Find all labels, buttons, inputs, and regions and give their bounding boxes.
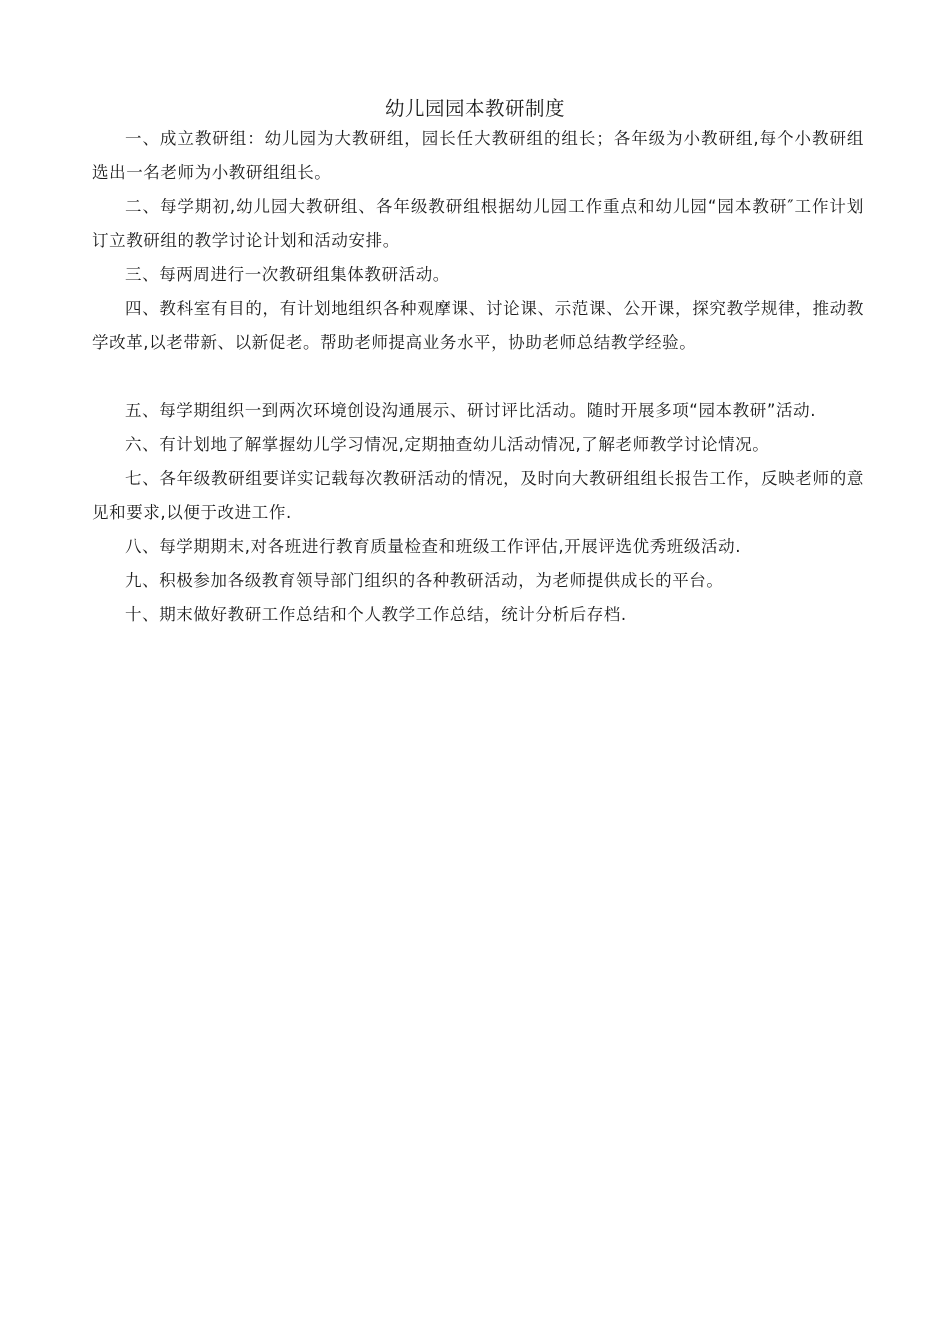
paragraph-1: 一、成立教研组：幼儿园为大教研组，园长任大教研组的组长；各年级为小教研组,每个小教研组选出一名老师为小教研组组长。: [92, 129, 864, 182]
paragraph-4: 四、教科室有目的，有计划地组织各种观摩课、讨论课、示范课、公开课，探究教学规律，推动教学改革,以老带新、以新促老。帮助老师提高业务水平，协助老师总结教学经验。: [92, 299, 864, 352]
document-title: 幼儿园园本教研制度: [384, 97, 565, 120]
paragraph-9: 九、积极参加各级教育领导部门组织的各种教研活动，为老师提供成长的平台。: [125, 571, 724, 590]
paragraph-6: 六、有计划地了解掌握幼儿学习情况,定期抽查幼儿活动情况,了解老师教学讨论情况。: [125, 435, 770, 454]
paragraph-10: 十、期末做好教研工作总结和个人教学工作总结，统计分析后存档.: [125, 605, 627, 624]
paragraph-8: 八、每学期期末,对各班进行教育质量检查和班级工作评估,开展评选优秀班级活动.: [125, 537, 742, 556]
paragraph-5: 五、每学期组织一到两次环境创设沟通展示、研讨评比活动。随时开展多项“园本教研”活动.: [125, 401, 817, 420]
document-body: [92, 122, 864, 632]
paragraph-7: 七、各年级教研组要详实记载每次教研活动的情况，及时向大教研组组长报告工作，反映老师的意见和要求,以便于改进工作.: [92, 469, 864, 522]
paragraph-2: 二、每学期初,幼儿园大教研组、各年级教研组根据幼儿园工作重点和幼儿园“园本教研″工作计划订立教研组的教学讨论计划和活动安排。: [92, 197, 864, 250]
paragraph-3: 三、每两周进行一次教研组集体教研活动。: [125, 265, 450, 284]
